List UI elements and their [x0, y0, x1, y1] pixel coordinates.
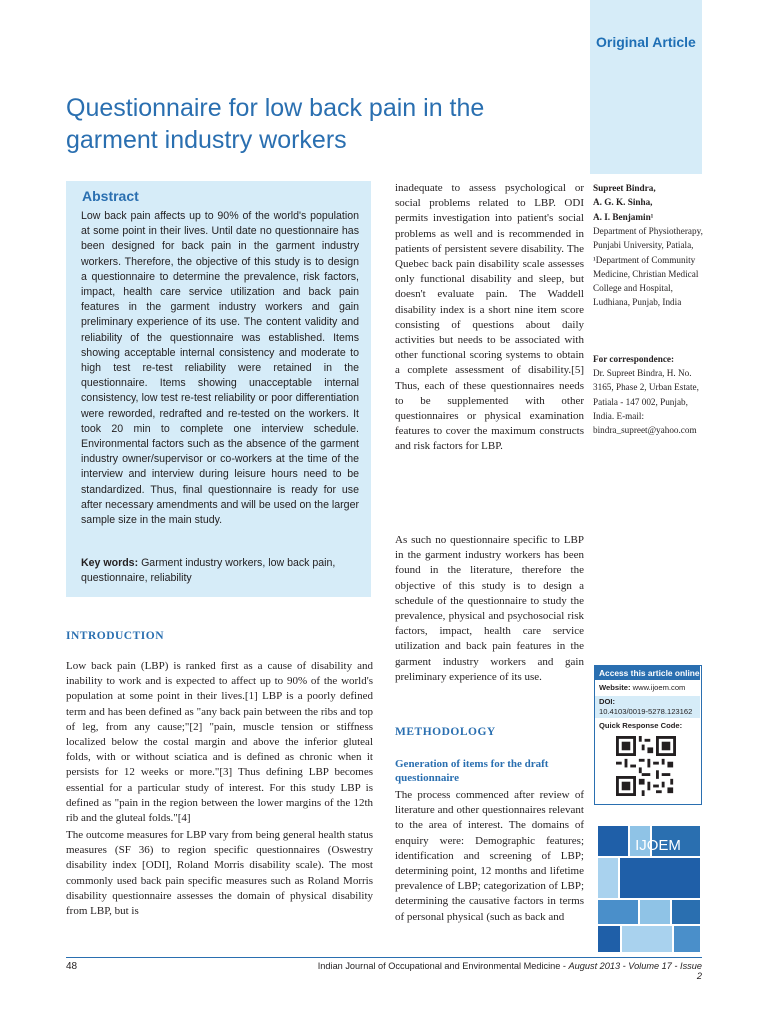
- website-row: Website: www.ijoem.com: [599, 683, 686, 692]
- journal-name: Indian Journal of Occupational and Environmental Medicine -: [317, 961, 566, 971]
- author-affiliation: Department of Physiotherapy, Punjabi University, Patiala, ¹Department of Community Medicine, Christian Medical College and Hospital, Ludhiana, Punjab, India: [593, 226, 703, 308]
- abstract-heading: Abstract: [82, 188, 139, 204]
- header-color-strip: [590, 0, 702, 174]
- doi-label: DOI:: [595, 696, 700, 708]
- article-category: Original Article: [596, 34, 696, 50]
- article-title: Questionnaire for low back pain in the garment industry workers: [66, 94, 485, 154]
- author-1: Supreet Bindra,: [593, 183, 656, 193]
- column2-paragraph-3: The process commenced after review of literature and other questionnaires relevant to the area of interest. The domains of enquiry were: Demographic features; identification and screening of LBP; determining point, 12 months and lifetime prevalence of LBP; categorization of LBP; determining the causative factors in terms of personal physical (such as back and: [395, 789, 584, 923]
- website-link[interactable]: www.ijoem.com: [632, 683, 686, 692]
- column2-paragraph-2: As such no questionnaire specific to LBP in the garment industry workers has been found in the literature, therefore the objective of this study is to design a schedule of the questionnaire to study the prevalence, physical and psychosocial risk factors, impact, health care service utilization and back pain features in the garment industry workers and gain preliminary experience of its use.: [395, 534, 584, 683]
- column2-paragraph-1: inadequate to assess psychological or social problems related to LBP. ODI permits investigation into patient's social problems as well and is recommended in patients of persistent severe disability. The Quebec back pain disability scale assesses only functional disability and sleep, but doesn't evaluate pain. The Waddell disability index is a short nine item score consisting of questions about daily activities but needs to be associated with other functional scoring systems to obtain a complete assessment of disability.[5] Thus, each of these questionnaires needs to be supplemented with other questionnaires or physical examination features to cover the maximum constructs and risk factors for LBP.: [395, 182, 584, 453]
- author-2: A. G. K. Sinha,: [593, 197, 653, 208]
- access-heading: Access this article online: [595, 666, 700, 680]
- journal-logo: [598, 826, 700, 952]
- page-number: 48: [66, 961, 78, 972]
- introduction-paragraph-2: The outcome measures for LBP vary from being general health status measures (SF 36) to region specific questionnaires (Oswestry disability index [ODI], Roland Morris disability scale). The most commonly used back pain specific measures such as Roland Morris disability questionnaire assesses the domain of physical disability from LBP, but is: [66, 829, 373, 918]
- correspondence-details: Dr. Supreet Bindra, H. No. 3165, Phase 2, Urban Estate, Patiala - 147 002, Punjab, India. E-mail: bindra_supreet@yahoo.com: [593, 368, 699, 436]
- introduction-paragraph-1: Low back pain (LBP) is ranked first as a cause of disability and inability to work and is expected to affect up to 90% of the world's population at some point in their lives.[1] LBP is a poorly defined term and has been defined as "any back pain between the ribs and top of leg, from any cause;"[2] "pain, muscle tension or stiffness localized below the costal margin and above the inferior gluteal folds, with or without sciatica and is defined as chronic when it persists for 12 weeks or more."[3] Thus defining LBP becomes essential for a particular study of interest. For this study LBP is defined as "pain in the region between the lower margins of the 12th rib and the gluteal folds."[4]: [66, 660, 373, 825]
- abstract-text: Low back pain affects up to 90% of the world's population at some point in their lives. Until date no questionnaire has been designed for back pain in the garment industry workers. Therefore, the objective of this study is to design a questionnaire to determine the prevalence, risk factors, impact, health care service utilization and back pain features in the garment industry workers and gain preliminary experience of its use. The content validity and reliability of the questionnaire was established. Items showing acceptable internal consistency and moderate to high test re-test reliability were retained in the questionnaire. Items showing unacceptable internal consistency, low test re-test reliability or poor differentiation were reworded, redrafted and re-tested on the workers. It took 20 min to complete one interview schedule. Environmental factors such as the absence of the garment industry owner/supervisor or co-workers at the time of the interview and interview during leisure hours need to be standardized. Thus, final questionnaire is ready for use after necessary amendments and will be used on the larger sample size in the main study.: [81, 210, 359, 527]
- methodology-heading: METHODOLOGY: [395, 726, 496, 738]
- keywords: [81, 556, 365, 586]
- qr-code-icon: [616, 736, 676, 796]
- journal-footer: [316, 961, 702, 981]
- qr-label: Quick Response Code:: [599, 721, 683, 730]
- correspondence-label: For correspondence:: [593, 354, 675, 364]
- journal-issue: August 2013 - Volume 17 - Issue 2: [568, 961, 702, 981]
- journal-logo-text: IJOEM: [635, 837, 681, 854]
- footer-rule: [66, 957, 702, 958]
- introduction-heading: INTRODUCTION: [66, 630, 165, 642]
- author-names: [593, 181, 703, 224]
- keywords-label: Key words:: [81, 557, 139, 569]
- keywords-text: Garment industry workers, low back pain, questionnaire, reliability: [81, 557, 336, 584]
- doi-value: 10.4103/0019-5278.123162: [595, 706, 700, 718]
- author-3: A. I. Benjamin¹: [593, 211, 654, 222]
- subsection-heading: Generation of items for the draft questionnaire: [395, 758, 549, 784]
